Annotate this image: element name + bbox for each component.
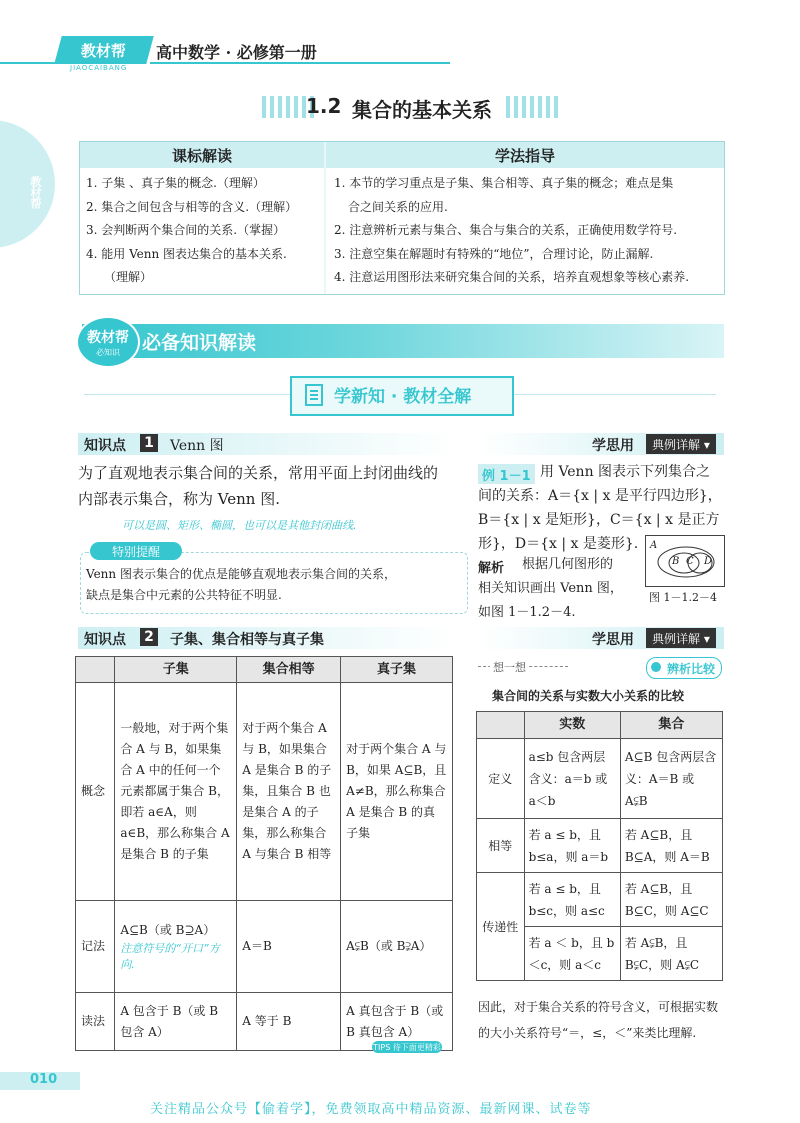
table-cell: 对于两个集合 A 与 B，如果 A⊆B，且 A≠B，那么称集合 A 是集合 B 的真子集: [341, 683, 453, 901]
tip-text: Venn 图表示集合的优点是能够直观地表示集合间的关系， 缺点是集合中元素的公共特征不明显.: [86, 567, 396, 602]
kp1-text: 为了直观地表示集合间的关系，常用平面上封闭曲线的 内部表示集合，称为 Venn 图.: [78, 464, 439, 508]
example-text: 用 Venn 图表示下列集合之 间的关系：A＝{x | x 是平行四边形}， B＝{x | x 是矩形}，C＝{x | x 是正方 形}，D＝{x | x 是菱形}.: [478, 464, 722, 552]
kp2-label: 知识点: [84, 632, 126, 648]
kp1-number: 1: [140, 434, 158, 452]
brand-subtitle: JIAOCAIBANG: [70, 64, 128, 72]
venn-diagram-svg: [646, 536, 724, 586]
venn-label-a: A: [650, 540, 658, 551]
section-title: 集合的基本关系: [352, 98, 492, 122]
page-number: 010: [30, 1072, 58, 1087]
table-header: 集合: [620, 712, 722, 739]
title-decoration-right: [506, 96, 558, 118]
footer-note: 关注精品公众号【偷着学】，免费领取高中精品资源、最新网课、试卷等: [150, 1102, 592, 1117]
table-cell: A⊆B 包含两层含义：A＝B 或 A⫋B: [620, 739, 722, 819]
venn-label-b: B: [672, 556, 680, 567]
table-cell: 若 A⫋B，且 B⫋C，则 A⫋C: [620, 927, 722, 981]
curriculum-heading: 课标解读: [80, 142, 324, 168]
example-tag: 典例详解 ▾: [646, 434, 716, 454]
list-item: 4. 能用 Venn 图表达集合的基本关系.: [86, 246, 287, 261]
table-header: 实数: [524, 712, 620, 739]
list-item: 2. 集合之间包含与相等的含义.（理解）: [86, 199, 298, 214]
compare-icon: [650, 661, 662, 673]
row-label: 读法: [76, 993, 115, 1051]
subset-table: [75, 656, 453, 1051]
table-header-row: [76, 657, 453, 683]
tip-badge: 特别提醒: [90, 542, 182, 560]
curriculum-list: [86, 172, 322, 290]
table-cell: 若 a ＜ b，且 b＜c，则 a＜c: [524, 927, 620, 981]
section-number: 1.2: [306, 94, 342, 118]
row-label: 传递性: [477, 873, 525, 981]
list-item: 1. 本节的学习重点是子集、集合相等、真子集的概念；难点是集: [334, 176, 674, 190]
solution-label: 解析: [478, 561, 505, 576]
table-cell: 对于两个集合 A 与 B，如果集合 A 是集合 B 的子集，且集合 B 也是集合 A 的子集，那么称集合 A 与集合 B 相等: [237, 683, 341, 901]
list-item: 1. 子集 、真子集的概念.（理解）: [86, 176, 265, 190]
table-cell: A 等于 B: [237, 993, 341, 1051]
table-cell: A⫋B（或 B⫌A）: [341, 901, 453, 993]
table-row: [477, 873, 723, 927]
handwritten-note: 可以是圆、矩形、椭圆，也可以是其他封闭曲线.: [122, 519, 357, 532]
figure-caption: 图 1－1.2－4: [649, 591, 717, 604]
kp2-number: 2: [140, 628, 158, 646]
table-header-row: [477, 712, 723, 739]
table-cell: 若 A⊆B，且 B⊆C，则 A⊆C: [620, 873, 722, 927]
conclusion-text: 因此，对于集合关系的符号含义，可根据实数 的大小关系符号“＝，≤，＜”来类比理解.: [478, 1000, 719, 1040]
tips-badge: TIPS 待下面更精彩: [373, 1042, 441, 1052]
table-row: [477, 819, 723, 873]
header-rule: [150, 62, 450, 64]
divider-right: [508, 394, 716, 395]
row-label: 记法: [76, 901, 115, 993]
table-row: [76, 683, 453, 901]
example-number: 例 1－1: [478, 464, 535, 484]
kp2-title: 子集、集合相等与真子集: [170, 632, 324, 648]
list-item: 4. 注意运用图形法来研究集合间的关系，培养直观想象等核心素养.: [334, 270, 690, 284]
table-cell: 一般地，对于两个集合 A 与 B，如果集合 A 中的任何一个元素都属于集合 B，即若 a∈A，则 a∈B，那么称集合 A 是集合 B 的子集: [115, 683, 237, 901]
kp1-header: [78, 433, 458, 455]
table-cell: A 包含于 B（或 B 包含 A）: [115, 993, 237, 1051]
banner-title: 必备知识解读: [142, 332, 257, 354]
handwritten-note: 注意符号的“开口”方向.: [120, 942, 220, 971]
table-header: 集合相等: [237, 657, 341, 683]
table-row: [76, 901, 453, 993]
list-item: 合之间关系的应用.: [348, 199, 448, 214]
table-row: [477, 739, 723, 819]
sub-banner-title: 学新知 · 教材全解: [334, 387, 472, 407]
book-title: 高中数学 · 必修第一册: [156, 43, 317, 62]
solution-text: 根据几何图形的 相关知识画出 Venn 图， 如图 1－1.2－4.: [478, 557, 623, 620]
list-item: 3. 注意空集在解题时有特殊的“地位”，合理讨论，防止漏解.: [334, 246, 654, 261]
list-item: （理解）: [104, 270, 153, 284]
side-tab-label: 教材帮: [29, 176, 42, 209]
xsy1-label: 学思用: [592, 438, 634, 454]
kp1-label: 知识点: [84, 438, 126, 454]
row-label: 定义: [477, 739, 525, 819]
think-label: 想一想: [490, 659, 529, 675]
method-list: [334, 172, 722, 290]
table-cell: 若 A⊆B，且 B⊆A，则 A＝B: [620, 819, 722, 873]
overview-divider: [324, 142, 326, 294]
xsy2-label: 学思用: [592, 632, 634, 648]
table-cell: 若 a ≤ b，且 b≤a，则 a＝b: [524, 819, 620, 873]
banner-badge: 教材帮 必知识: [76, 316, 140, 368]
table-header: 真子集: [341, 657, 453, 683]
row-label: 相等: [477, 819, 525, 873]
table-cell: A 真包含于 B（或 B 真包含 A）: [341, 993, 453, 1051]
header-rule-left: [0, 62, 60, 64]
brand-logo: 教材帮: [54, 36, 154, 64]
table-header: [76, 657, 115, 683]
table-cell: A⊆B（或 B⊇A） 注意符号的“开口”方向.: [115, 901, 237, 993]
venn-diagram: [645, 535, 725, 587]
notebook-icon: [304, 384, 324, 406]
venn-label-d: D: [704, 556, 713, 567]
table-header: 子集: [115, 657, 237, 683]
table-cell: A＝B: [237, 901, 341, 993]
compare-badge: 辨析比较: [646, 657, 722, 679]
table-header: [477, 712, 525, 739]
list-item: 2. 注意辨析元素与集合、集合与集合的关系，正确使用数学符号.: [334, 223, 678, 237]
list-item: 3. 会判断两个集合间的关系.（掌握）: [86, 223, 286, 237]
method-heading: 学法指导: [326, 142, 724, 168]
table-cell: 若 a ≤ b，且 b≤c，则 a≤c: [524, 873, 620, 927]
overview-table: [79, 141, 725, 295]
row-label: 概念: [76, 683, 115, 901]
kp1-title: Venn 图: [170, 438, 224, 454]
divider-left: [84, 394, 292, 395]
compare-table: [476, 711, 723, 981]
compare-title: 集合间的关系与实数大小关系的比较: [492, 689, 685, 703]
example-tag: 典例详解 ▾: [646, 628, 716, 648]
table-cell: a≤b 包含两层含义：a＝b 或 a＜b: [524, 739, 620, 819]
venn-label-c: C: [686, 556, 694, 567]
